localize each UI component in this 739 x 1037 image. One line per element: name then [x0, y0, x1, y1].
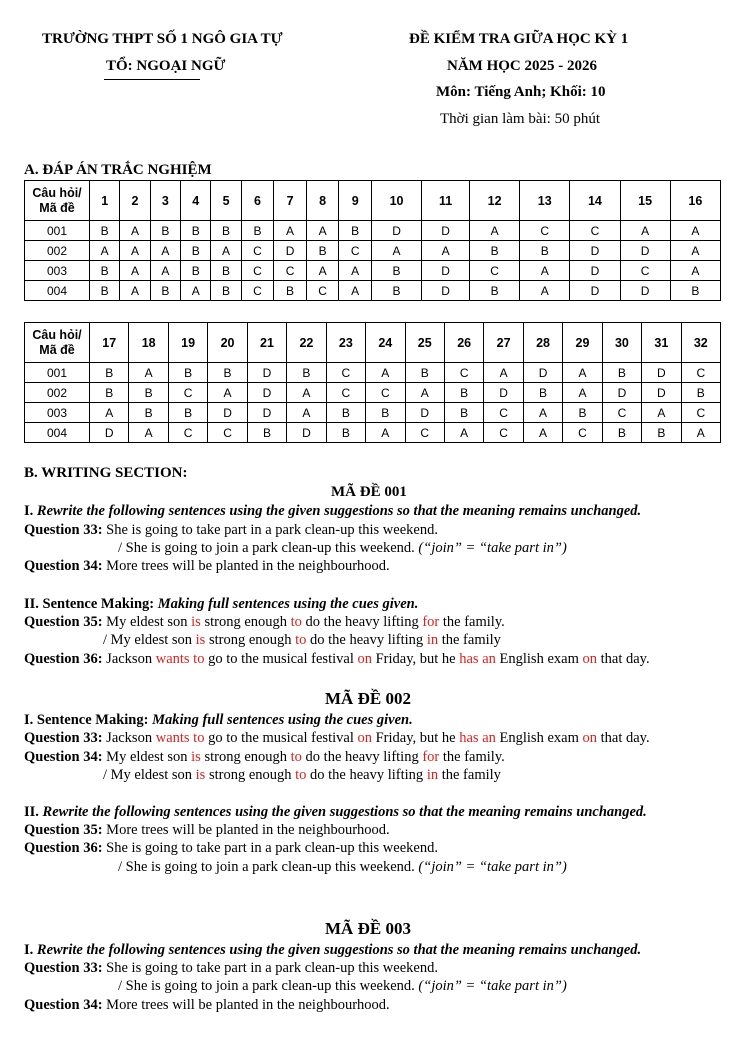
answer-cell: C	[168, 383, 207, 403]
answer-cell: A	[274, 221, 307, 241]
instruction-text: Rewrite the following sentences using the given suggestions so that the meaning remains unchanged.	[36, 942, 642, 958]
answer-cell: C	[326, 363, 365, 383]
table-row	[25, 363, 721, 383]
answer-cell: B	[523, 383, 562, 403]
highlight-word: on	[357, 651, 372, 667]
subject-grade: Môn: Tiếng Anh; Khối: 10	[436, 84, 606, 100]
corner-label-code: Mã đề	[39, 342, 75, 357]
answer-cell: B	[90, 221, 120, 241]
answer-cell: C	[570, 221, 620, 241]
answer-cell: A	[366, 363, 405, 383]
answer-cell: B	[306, 241, 339, 261]
exam-code-003: MÃ ĐỀ 003	[325, 919, 411, 938]
answer-cell: C	[484, 423, 523, 443]
text-part: English exam	[495, 651, 583, 667]
department-name: TỔ: NGOẠI NGỮ	[106, 58, 226, 74]
answer-cell: A	[444, 423, 483, 443]
question-number-header: 21	[247, 323, 286, 363]
question-label: Question 34:	[24, 997, 103, 1013]
department-underline	[104, 79, 200, 80]
answer-cell: A	[120, 261, 150, 281]
answer-cell: D	[90, 423, 129, 443]
text-part: / My eldest son	[103, 632, 196, 648]
part-number: I.	[24, 503, 37, 519]
question-number-header: 31	[642, 323, 681, 363]
exam-time: Thời gian làm bài: 50 phút	[440, 111, 600, 127]
answer-cell: B	[129, 383, 168, 403]
highlight-word: has an	[459, 651, 496, 667]
text-part: strong enough	[200, 614, 291, 630]
answer-cell: C	[168, 423, 207, 443]
answer-cell: B	[470, 241, 520, 261]
answer-cell: D	[620, 281, 670, 301]
question-label: Question 36:	[24, 651, 103, 667]
answer-cell: B	[241, 221, 274, 241]
answer-cell: A	[520, 281, 570, 301]
answer-cell: B	[444, 403, 483, 423]
question-34-002	[24, 748, 505, 766]
answer-cell: B	[168, 403, 207, 423]
question-number-header: 8	[306, 181, 339, 221]
question-number-header: 20	[208, 323, 247, 363]
highlight-word: is	[191, 749, 201, 765]
question-number-header: 11	[422, 181, 470, 221]
question-number-header: 32	[681, 323, 720, 363]
table-header-row	[25, 323, 721, 363]
answer-cell: A	[371, 241, 421, 261]
exam-code-cell: 001	[25, 363, 90, 383]
table-header-row	[25, 181, 721, 221]
question-number-header: 27	[484, 323, 523, 363]
answer-cell: D	[247, 363, 286, 383]
highlight-word: for	[422, 749, 440, 765]
answer-table-1	[24, 180, 721, 301]
answer-cell: B	[90, 383, 129, 403]
instruction-text: Making full sentences using the cues given.	[157, 596, 419, 612]
answer-cell: A	[520, 261, 570, 281]
question-33-002	[24, 729, 650, 747]
text-part: the family	[438, 632, 501, 648]
text-part: My eldest son	[102, 614, 192, 630]
highlight-word: to	[295, 632, 307, 648]
highlight-word: to	[290, 749, 302, 765]
exam-code-cell: 002	[25, 383, 90, 403]
question-number-header: 6	[241, 181, 274, 221]
table-row	[25, 261, 721, 281]
exam-code-cell: 004	[25, 281, 90, 301]
question-number-header: 19	[168, 323, 207, 363]
answer-cell: A	[422, 241, 470, 261]
answer-cell: A	[339, 281, 372, 301]
answer-cell: A	[306, 261, 339, 281]
text-part: / My eldest son	[103, 767, 196, 783]
answer-cell: B	[405, 363, 444, 383]
table-row	[25, 281, 721, 301]
answer-cell: A	[120, 281, 150, 301]
question-label: Question 34:	[24, 749, 103, 765]
question-number-header: 24	[366, 323, 405, 363]
text-part: strong enough	[205, 632, 296, 648]
question-number-header: 18	[129, 323, 168, 363]
text-part: strong enough	[205, 767, 296, 783]
question-number-header: 3	[150, 181, 180, 221]
question-label: Question 35:	[24, 822, 103, 838]
answer-cell: D	[570, 241, 620, 261]
rewrite-instruction-003	[24, 941, 641, 959]
answer-cell: A	[470, 221, 520, 241]
highlight-word: in	[426, 632, 439, 648]
answer-33-001	[118, 539, 567, 557]
highlight-word: on	[582, 730, 597, 746]
answer-cell: D	[642, 363, 681, 383]
answer-cell: B	[168, 363, 207, 383]
question-number-header: 13	[520, 181, 570, 221]
corner-cell	[25, 181, 90, 221]
answer-cell: A	[120, 241, 150, 261]
answer-cell: B	[602, 423, 641, 443]
answer-cell: A	[670, 241, 720, 261]
question-number-header: 22	[287, 323, 326, 363]
question-number-header: 30	[602, 323, 641, 363]
answer-cell: D	[247, 403, 286, 423]
answer-cell: A	[129, 363, 168, 383]
answer-cell: A	[181, 281, 211, 301]
text-part: the family	[438, 767, 501, 783]
question-label: Question 33:	[24, 522, 103, 538]
answer-cell: A	[287, 383, 326, 403]
making-instruction-001	[24, 595, 418, 613]
answer-cell: B	[90, 363, 129, 383]
exam-code-cell: 002	[25, 241, 90, 261]
text-part: Jackson	[102, 730, 156, 746]
section-a-title: A. ĐÁP ÁN TRẮC NGHIỆM	[24, 162, 212, 178]
text-part: go to the musical festival	[204, 651, 358, 667]
answer-35-001	[103, 631, 501, 649]
answer-cell: A	[681, 423, 720, 443]
answer-36-002	[118, 858, 567, 876]
highlight-word: to	[295, 767, 307, 783]
answer-cell: A	[484, 363, 523, 383]
answer-cell: D	[422, 221, 470, 241]
answer-cell: D	[484, 383, 523, 403]
answer-cell: C	[444, 363, 483, 383]
answer-34-002	[103, 766, 501, 784]
instruction-text: Rewrite the following sentences using the given suggestions so that the meaning remains unchanged.	[42, 804, 647, 820]
highlight-word: is	[195, 767, 206, 783]
answer-cell: A	[366, 423, 405, 443]
exam-code-cell: 001	[25, 221, 90, 241]
answer-cell: C	[241, 281, 274, 301]
answer-cell: D	[247, 383, 286, 403]
highlight-word: for	[422, 614, 440, 630]
answer-cell: B	[563, 403, 602, 423]
answer-cell: D	[620, 241, 670, 261]
answer-cell: B	[681, 383, 720, 403]
making-instruction-002	[24, 711, 413, 729]
question-number-header: 1	[90, 181, 120, 221]
text-part: English exam	[495, 730, 583, 746]
answer-cell: A	[208, 383, 247, 403]
answer-cell: B	[326, 403, 365, 423]
answer-cell: C	[484, 403, 523, 423]
answer-cell: B	[602, 363, 641, 383]
table-row	[25, 383, 721, 403]
part-label: II. Sentence Making:	[24, 596, 158, 612]
highlight-word: wants to	[155, 651, 205, 667]
part-label: I. Sentence Making:	[24, 712, 153, 728]
corner-label-questions: Câu hỏi/	[32, 185, 82, 200]
answer-cell: D	[570, 281, 620, 301]
answer-cell: D	[422, 281, 470, 301]
part-number: I.	[24, 942, 37, 958]
answer-cell: B	[520, 241, 570, 261]
question-label: Question 34:	[24, 558, 103, 574]
question-35-001	[24, 613, 505, 631]
rewrite-instruction-001	[24, 502, 641, 520]
text-part: do the heavy lifting	[306, 767, 427, 783]
answer-cell: B	[287, 363, 326, 383]
table-row	[25, 241, 721, 261]
answer-cell: A	[129, 423, 168, 443]
question-text: More trees will be planted in the neighbourhood.	[102, 558, 390, 574]
answer-cell: B	[129, 403, 168, 423]
answer-cell: D	[523, 363, 562, 383]
answer-cell: C	[563, 423, 602, 443]
answer-cell: A	[670, 261, 720, 281]
question-text: More trees will be planted in the neighbourhood.	[102, 822, 390, 838]
answer-cell: D	[371, 221, 421, 241]
answer-cell: C	[306, 281, 339, 301]
highlight-word: to	[290, 614, 302, 630]
answer-note: (“join” = “take part in”)	[418, 978, 567, 994]
answer-cell: B	[670, 281, 720, 301]
answer-cell: B	[247, 423, 286, 443]
text-part: do the heavy lifting	[301, 749, 423, 765]
answer-cell: D	[422, 261, 470, 281]
answer-33-003	[118, 977, 567, 995]
highlight-word: in	[426, 767, 439, 783]
answer-cell: C	[274, 261, 307, 281]
answer-cell: B	[371, 281, 421, 301]
text-part: Friday, but he	[371, 651, 460, 667]
table-row	[25, 403, 721, 423]
answer-cell: C	[681, 403, 720, 423]
school-year: NĂM HỌC 2025 - 2026	[447, 58, 597, 74]
answer-cell: A	[90, 241, 120, 261]
answer-cell: A	[670, 221, 720, 241]
question-number-header: 7	[274, 181, 307, 221]
answer-cell: C	[520, 221, 570, 241]
answer-cell: B	[366, 403, 405, 423]
question-label: Question 33:	[24, 730, 103, 746]
answer-text: / She is going to join a park clean-up this weekend.	[118, 540, 419, 556]
answer-cell: B	[326, 423, 365, 443]
question-number-header: 10	[371, 181, 421, 221]
text-part: go to the musical festival	[204, 730, 358, 746]
exam-code-cell: 003	[25, 403, 90, 423]
answer-cell: A	[620, 221, 670, 241]
question-number-header: 12	[470, 181, 520, 221]
instruction-text: Rewrite the following sentences using the given suggestions so that the meaning remains unchanged.	[36, 503, 642, 519]
answer-cell: B	[211, 261, 241, 281]
answer-cell: D	[208, 403, 247, 423]
highlight-word: is	[195, 632, 206, 648]
answer-cell: B	[211, 221, 241, 241]
answer-cell: C	[470, 261, 520, 281]
answer-cell: A	[150, 241, 180, 261]
instruction-text: Making full sentences using the cues given.	[152, 712, 413, 728]
highlight-word: on	[582, 651, 597, 667]
answer-text: / She is going to join a park clean-up this weekend.	[118, 978, 419, 994]
answer-text: / She is going to join a park clean-up this weekend.	[118, 859, 419, 875]
answer-table-2	[24, 322, 721, 443]
highlight-word: has an	[459, 730, 496, 746]
text-part: do the heavy lifting	[301, 614, 423, 630]
answer-cell: C	[339, 241, 372, 261]
answer-cell: A	[211, 241, 241, 261]
text-part: that day.	[596, 651, 650, 667]
answer-cell: D	[274, 241, 307, 261]
answer-cell: B	[339, 221, 372, 241]
answer-cell: C	[241, 241, 274, 261]
question-number-header: 14	[570, 181, 620, 221]
answer-cell: D	[642, 383, 681, 403]
answer-cell: A	[563, 363, 602, 383]
answer-cell: A	[523, 403, 562, 423]
exam-title: ĐỀ KIỂM TRA GIỮA HỌC KỲ 1	[409, 31, 629, 47]
table-row	[25, 423, 721, 443]
answer-cell: B	[208, 363, 247, 383]
answer-cell: C	[602, 403, 641, 423]
question-33-001	[24, 521, 438, 539]
answer-cell: D	[405, 403, 444, 423]
answer-cell: B	[274, 281, 307, 301]
answer-cell: D	[570, 261, 620, 281]
answer-cell: B	[371, 261, 421, 281]
corner-label-questions: Câu hỏi/	[32, 327, 82, 342]
question-35-002	[24, 821, 390, 839]
answer-cell: A	[563, 383, 602, 403]
answer-cell: B	[642, 423, 681, 443]
answer-cell: C	[681, 363, 720, 383]
exam-code-001: MÃ ĐỀ 001	[331, 484, 407, 500]
question-text: She is going to take part in a park clean-up this weekend.	[102, 522, 438, 538]
question-text: More trees will be planted in the neighbourhood.	[102, 997, 390, 1013]
question-number-header: 17	[90, 323, 129, 363]
question-text: She is going to take part in a park clean-up this weekend.	[102, 960, 438, 976]
question-number-header: 26	[444, 323, 483, 363]
answer-cell: C	[366, 383, 405, 403]
answer-cell: A	[306, 221, 339, 241]
highlight-word: wants to	[155, 730, 205, 746]
highlight-word: is	[191, 614, 201, 630]
highlight-word: on	[357, 730, 372, 746]
answer-cell: B	[90, 261, 120, 281]
question-number-header: 23	[326, 323, 365, 363]
answer-cell: B	[444, 383, 483, 403]
question-36-001	[24, 650, 650, 668]
question-number-header: 29	[563, 323, 602, 363]
answer-cell: B	[90, 281, 120, 301]
section-b-title: B. WRITING SECTION:	[24, 465, 188, 481]
question-34-001	[24, 557, 390, 575]
answer-cell: A	[120, 221, 150, 241]
answer-cell: D	[602, 383, 641, 403]
text-part: that day.	[596, 730, 650, 746]
text-part: the family.	[439, 749, 505, 765]
question-label: Question 35:	[24, 614, 103, 630]
answer-cell: A	[642, 403, 681, 423]
answer-cell: C	[208, 423, 247, 443]
text-part: do the heavy lifting	[306, 632, 427, 648]
answer-cell: B	[150, 281, 180, 301]
text-part: Friday, but he	[371, 730, 460, 746]
text-part: strong enough	[200, 749, 291, 765]
exam-code-cell: 003	[25, 261, 90, 281]
text-part: Jackson	[102, 651, 156, 667]
question-number-header: 5	[211, 181, 241, 221]
answer-cell: D	[287, 423, 326, 443]
answer-cell: A	[523, 423, 562, 443]
question-label: Question 33:	[24, 960, 103, 976]
table-row	[25, 221, 721, 241]
answer-cell: B	[181, 241, 211, 261]
answer-cell: A	[90, 403, 129, 423]
part-number: II.	[24, 804, 43, 820]
text-part: the family.	[439, 614, 505, 630]
answer-cell: C	[326, 383, 365, 403]
question-33-003	[24, 959, 438, 977]
answer-cell: C	[405, 423, 444, 443]
answer-cell: C	[241, 261, 274, 281]
question-number-header: 15	[620, 181, 670, 221]
answer-cell: B	[181, 261, 211, 281]
answer-cell: B	[150, 221, 180, 241]
answer-cell: B	[211, 281, 241, 301]
answer-cell: A	[150, 261, 180, 281]
question-number-header: 9	[339, 181, 372, 221]
question-text: She is going to take part in a park clean-up this weekend.	[102, 840, 438, 856]
answer-cell: C	[620, 261, 670, 281]
question-number-header: 25	[405, 323, 444, 363]
school-name: TRƯỜNG THPT SỐ 1 NGÔ GIA TỰ	[42, 31, 283, 47]
question-36-002	[24, 839, 438, 857]
exam-code-cell: 004	[25, 423, 90, 443]
answer-cell: A	[339, 261, 372, 281]
question-number-header: 16	[670, 181, 720, 221]
question-number-header: 28	[523, 323, 562, 363]
question-label: Question 36:	[24, 840, 103, 856]
answer-note: (“join” = “take part in”)	[418, 859, 567, 875]
question-number-header: 4	[181, 181, 211, 221]
rewrite-instruction-002	[24, 803, 647, 821]
answer-note: (“join” = “take part in”)	[418, 540, 567, 556]
question-34-003	[24, 996, 390, 1014]
corner-label-code: Mã đề	[39, 200, 75, 215]
corner-cell	[25, 323, 90, 363]
question-number-header: 2	[120, 181, 150, 221]
answer-cell: A	[405, 383, 444, 403]
text-part: My eldest son	[102, 749, 192, 765]
answer-cell: A	[287, 403, 326, 423]
answer-cell: B	[181, 221, 211, 241]
answer-cell: B	[470, 281, 520, 301]
exam-code-002: MÃ ĐỀ 002	[325, 689, 411, 708]
